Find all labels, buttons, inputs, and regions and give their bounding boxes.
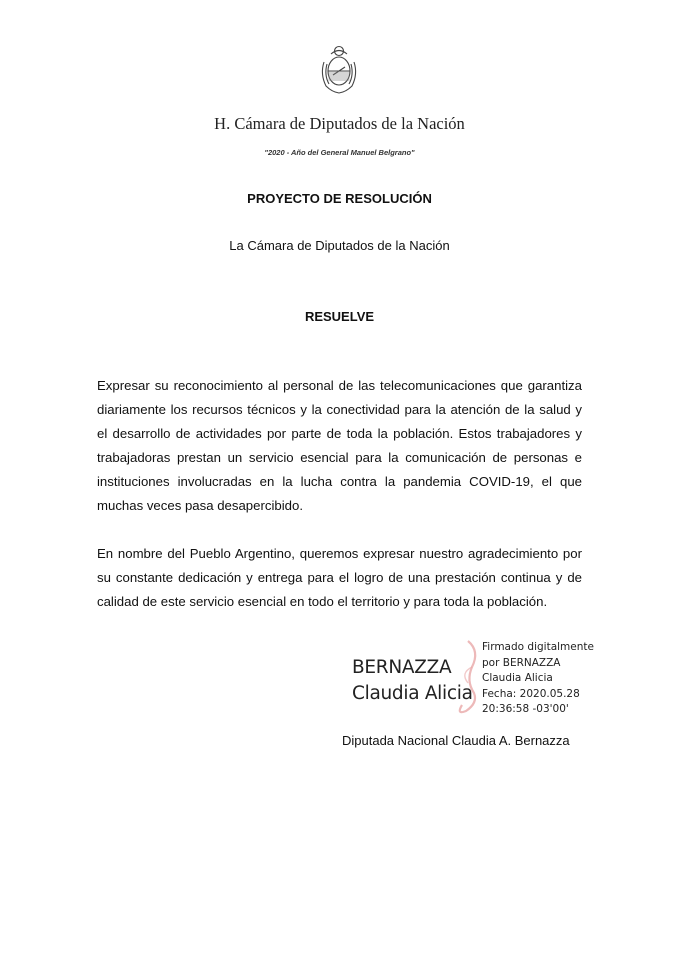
- chamber-title: H. Cámara de Diputados de la Nación: [214, 114, 465, 133]
- body-paragraph-2: En nombre del Pueblo Argentino, queremos expresar nuestro agradecimiento por su constante dedicación y entrega para el logro de una prestación continua y de calidad de este servicio esencial en todo el territorio y para toda la población.: [97, 546, 582, 609]
- digital-signature-line: 20:36:58 -03'00': [482, 703, 569, 715]
- signer-title: Diputada Nacional Claudia A. Bernazza: [342, 733, 570, 748]
- signature-name-line1: BERNAZZA: [352, 657, 452, 678]
- year-motto: "2020 - Año del General Manuel Belgrano": [264, 148, 415, 157]
- digital-signature-line: Firmado digitalmente: [482, 641, 594, 653]
- document-type-title: PROYECTO DE RESOLUCIÓN: [247, 191, 432, 206]
- signature-name-line2: Claudia Alicia: [352, 683, 473, 704]
- body-paragraph-1: Expresar su reconocimiento al personal de las telecomunicaciones que garantiza diariamente los recursos técnicos y la conectividad para la atención de la salud y el desarrollo de actividades por parte de toda la población. Estos trabajadores y trabajadoras prestan un servicio esencial para la comunicación de personas e instituciones involucradas en la lucha contra la pandemia COVID-19, el que muchas veces pasa desapercibido.: [97, 378, 582, 513]
- resolution-verb: RESUELVE: [304, 309, 375, 324]
- digital-signature-line: Claudia Alicia: [482, 672, 553, 684]
- digital-signature-line: por BERNAZZA: [482, 656, 561, 669]
- coat-of-arms-icon: [317, 42, 361, 96]
- digital-signature-line: Fecha: 2020.05.28: [482, 687, 580, 700]
- issuer-line: La Cámara de Diputados de la Nación: [229, 238, 450, 253]
- signature-name: [352, 655, 480, 707]
- digital-signature-info: [482, 640, 612, 718]
